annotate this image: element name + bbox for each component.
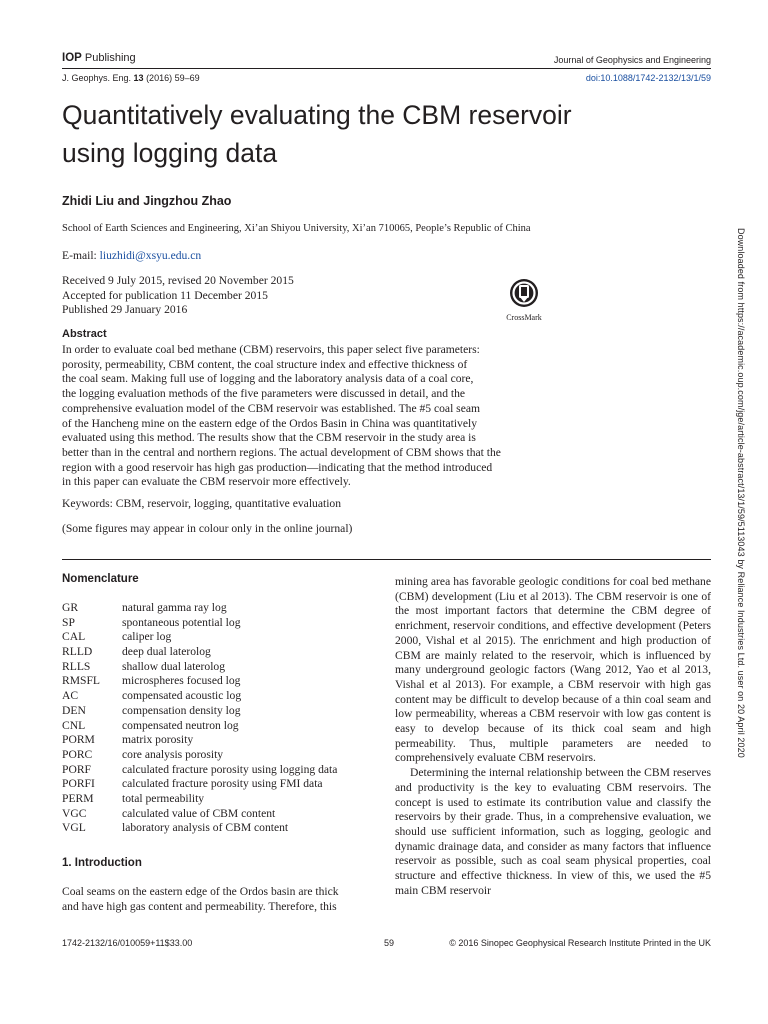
nomenclature-row bbox=[62, 748, 380, 763]
nomenclature-abbr: GR bbox=[62, 601, 79, 614]
nomenclature-abbr: RMSFL bbox=[62, 674, 101, 688]
nomenclature-row bbox=[62, 704, 380, 719]
received-date: Received 9 July 2015, revised 20 November 2015 bbox=[62, 274, 294, 287]
abstract-line: of the Hancheng mine on the eastern edge of the Ordos Basin in China was quantitatively bbox=[62, 416, 478, 430]
abstract-line: the logging evaluation methods of the five parameters were discussed in detail, and the bbox=[62, 387, 466, 401]
accepted-date: Accepted for publication 11 December 2015 bbox=[62, 288, 268, 302]
nomenclature-row bbox=[62, 792, 380, 807]
email-label: E-mail: bbox=[62, 249, 100, 262]
nomenclature-def: shallow dual laterolog bbox=[122, 659, 226, 673]
nomenclature-def: spontaneous potential log bbox=[122, 615, 241, 629]
nomenclature-def: compensated acoustic log bbox=[122, 689, 242, 703]
introduction-line: Coal seams on the eastern edge of the Ordos basin are thick bbox=[62, 885, 339, 898]
nomenclature-def: natural gamma ray log bbox=[122, 601, 227, 614]
nomenclature-def: core analysis porosity bbox=[122, 747, 224, 761]
nomenclature-def: caliper log bbox=[122, 630, 172, 644]
keywords: Keywords: CBM, reservoir, logging, quantitative evaluation bbox=[62, 497, 342, 510]
journal-name: Journal of Geophysics and Engineering bbox=[553, 55, 711, 65]
introduction-right-column bbox=[395, 575, 711, 898]
published-date: Published 29 January 2016 bbox=[62, 303, 188, 316]
introduction-line: and have high gas content and permeability. Therefore, this bbox=[62, 899, 337, 913]
introduction-heading: 1. Introduction bbox=[62, 857, 142, 869]
crossmark-badge[interactable] bbox=[500, 278, 548, 322]
article-title bbox=[62, 96, 722, 172]
article-dates bbox=[62, 274, 294, 318]
nomenclature-row bbox=[62, 763, 380, 778]
nomenclature-abbr: CNL bbox=[62, 718, 86, 732]
nomenclature-def: deep dual laterolog bbox=[122, 645, 211, 659]
nomenclature-heading: Nomenclature bbox=[62, 573, 139, 585]
citation-volume: 13 bbox=[133, 73, 144, 83]
nomenclature-list bbox=[62, 601, 380, 836]
nomenclature-abbr: RLLD bbox=[62, 645, 93, 659]
crossmark-label: CrossMark bbox=[506, 313, 542, 322]
abstract-line: the coal seam. Making full use of logging and the laboratory analysis data of a coal core, bbox=[62, 372, 474, 386]
publisher-logo-bold: IOP bbox=[62, 52, 82, 64]
page-number: 59 bbox=[384, 938, 395, 948]
nomenclature-row bbox=[62, 630, 380, 645]
colour-note: (Some figures may appear in colour only in the online journal) bbox=[62, 522, 353, 535]
nomenclature-abbr: PORM bbox=[62, 733, 95, 747]
nomenclature-abbr: PORFI bbox=[62, 777, 95, 791]
citation-journal: J. Geophys. Eng. bbox=[62, 73, 134, 83]
publisher-logo-text: Publishing bbox=[81, 52, 136, 64]
nomenclature-row bbox=[62, 777, 380, 792]
nomenclature-abbr: CAL bbox=[62, 630, 86, 644]
crossmark-icon bbox=[509, 278, 539, 310]
abstract-line: evaluated using this method. The results show that the CBM reservoir in the study area is bbox=[62, 431, 476, 445]
nomenclature-row bbox=[62, 807, 380, 822]
title-line-2: using logging data bbox=[62, 138, 278, 168]
download-note: Downloaded from https://academic.oup.com/jge/article-abstract/13/1/59/5113043 by Reliance Industries Ltd. user on 20 April 2020 bbox=[736, 228, 746, 758]
nomenclature-row bbox=[62, 645, 380, 660]
abstract-line: porosity, permeability, CBM content, the coal structure index and effective thickness of bbox=[62, 357, 468, 371]
section-rule bbox=[62, 559, 711, 560]
footer-issn: 1742-2132/16/010059+11$33.00 bbox=[62, 938, 193, 948]
title-line-1: Quantitatively evaluating the CBM reservoir bbox=[62, 100, 572, 130]
introduction-paragraph-1: mining area has favorable geologic conditions for coal bed methane (CBM) development (Liu et al 2013). The CBM reservoir is one of the most important factors that determine the CBM degree of enrichment, reservoir conditions, and effective development (Peters 2000, Vishal et al 2015). The enrichment and high production of CBM are mainly related to the reservoir, which is influenced by many underground geologic factors (Wang 2012, Yao et al 2013, Vishal et al 2013). For example, a CBM reservoir with high gas content may be difficult to develop because of a thin coal seam and low permeability, whereas a CBM reservoir with low gas content is easy to develop because of its thick coal seam and high permeability. Thus, multiple parameters are needed to comprehensively evaluate CBM reservoirs. bbox=[395, 575, 711, 765]
abstract-line: in this paper can evaluate the CBM reservoir more effectively. bbox=[62, 475, 351, 489]
citation-pages: (2016) 59–69 bbox=[143, 73, 200, 83]
nomenclature-abbr: PORC bbox=[62, 747, 93, 761]
affiliation: School of Earth Sciences and Engineering, Xi’an Shiyou University, Xi’an 710065, People’s Republic of China bbox=[62, 223, 531, 234]
nomenclature-row bbox=[62, 821, 380, 836]
introduction-paragraph-2: Determining the internal relationship between the CBM reserves and productivity is the key to evaluating CBM reservoirs. The concept is used to estimate its contribution value and classify the reservoirs by their grade. Thus, in a comprehensive evaluation, we should use sufficient information, such as logging, geologic and dynamic drainage data, and consider as many factors that influence reservoir as possible, such as coal seam physical properties, coal structure and effective thickness. In view of this, we used the #5 main CBM reservoir bbox=[395, 766, 711, 897]
nomenclature-abbr: PORF bbox=[62, 762, 92, 776]
abstract-heading: Abstract bbox=[62, 328, 107, 340]
nomenclature-def: laboratory analysis of CBM content bbox=[122, 821, 289, 835]
nomenclature-abbr: PERM bbox=[62, 791, 94, 805]
abstract-line: In order to evaluate coal bed methane (CBM) reservoirs, this paper select five parameters: bbox=[62, 343, 480, 356]
nomenclature-row bbox=[62, 674, 380, 689]
nomenclature-row bbox=[62, 689, 380, 704]
abstract-line: better than in the central and northern regions. The actual development of CBM shows that the bbox=[62, 445, 501, 459]
nomenclature-def: compensation density log bbox=[122, 703, 241, 717]
publisher-logo bbox=[62, 52, 136, 64]
nomenclature-def: calculated fracture porosity using logging data bbox=[122, 762, 338, 776]
footer-copyright: © 2016 Sinopec Geophysical Research Institute Printed in the UK bbox=[449, 938, 711, 948]
doi-link[interactable]: doi:10.1088/1742-2132/13/1/59 bbox=[585, 73, 711, 83]
nomenclature-def: matrix porosity bbox=[122, 733, 194, 747]
citation bbox=[62, 73, 200, 83]
abstract-line: comprehensive evaluation model of the CBM reservoir was established. The #5 coal seam bbox=[62, 401, 481, 415]
authors: Zhidi Liu and Jingzhou Zhao bbox=[62, 194, 232, 208]
nomenclature-abbr: AC bbox=[62, 689, 79, 703]
nomenclature-abbr: RLLS bbox=[62, 659, 91, 673]
nomenclature-row bbox=[62, 601, 380, 616]
nomenclature-row bbox=[62, 733, 380, 748]
nomenclature-def: calculated value of CBM content bbox=[122, 806, 276, 820]
nomenclature-abbr: VGL bbox=[62, 821, 86, 835]
nomenclature-row bbox=[62, 616, 380, 631]
nomenclature-def: total permeability bbox=[122, 791, 205, 805]
introduction-left-text bbox=[62, 885, 380, 914]
nomenclature-def: compensated neutron log bbox=[122, 718, 239, 732]
nomenclature-abbr: VGC bbox=[62, 806, 87, 820]
abstract-line: region with a good reservoir has high gas production—indicating that the method introduced bbox=[62, 460, 493, 474]
abstract-body bbox=[62, 343, 501, 490]
nomenclature-abbr: DEN bbox=[62, 703, 86, 717]
nomenclature-abbr: SP bbox=[62, 615, 75, 629]
nomenclature-row bbox=[62, 719, 380, 734]
email-line bbox=[62, 249, 201, 262]
nomenclature-row bbox=[62, 660, 380, 675]
header-rule bbox=[62, 68, 711, 69]
nomenclature-def: microspheres focused log bbox=[122, 674, 241, 688]
email-link[interactable]: liuzhidi@xsyu.edu.cn bbox=[99, 249, 202, 262]
nomenclature-def: calculated fracture porosity using FMI data bbox=[122, 777, 323, 791]
